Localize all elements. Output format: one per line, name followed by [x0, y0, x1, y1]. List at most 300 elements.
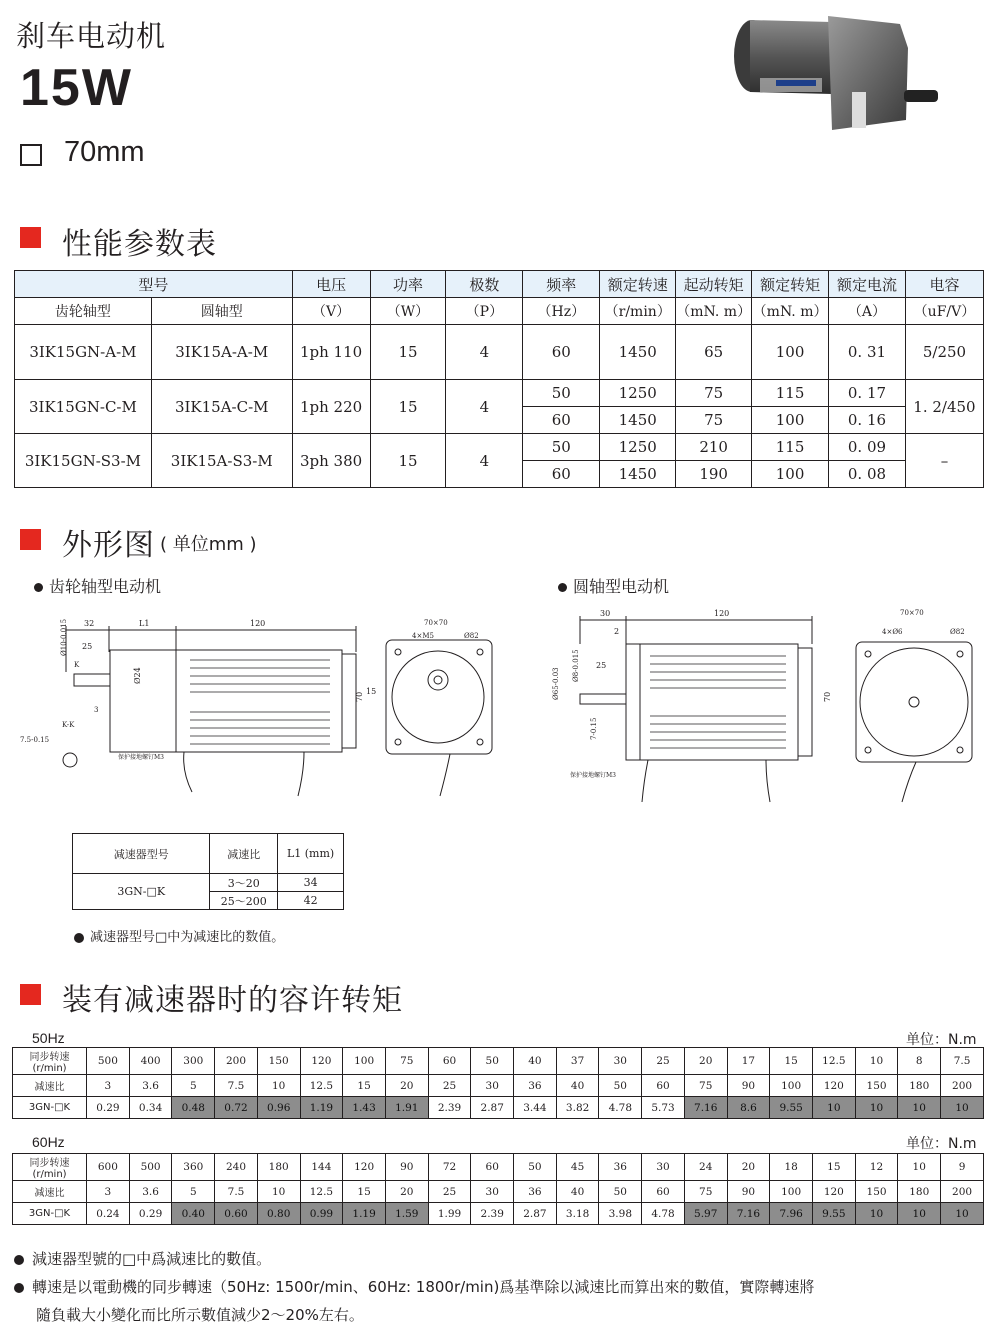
dim-shaft: Ø10-0.015 [60, 618, 68, 656]
spec-unit-cell: （P） [446, 298, 523, 325]
end-view-gear-hub [428, 670, 448, 690]
torque-cell: 7.5 [215, 1075, 258, 1097]
torque-cell: 8 [898, 1048, 941, 1075]
torque-cell: 120 [812, 1181, 855, 1203]
shaft-section [63, 753, 77, 767]
torque-cell: 3.6 [129, 1075, 172, 1097]
spec-cell: 3ph 380 [292, 434, 370, 488]
spec-cell: 1450 [600, 461, 676, 488]
torque-cell: 2.39 [428, 1097, 471, 1119]
spec-cell: 50 [523, 434, 600, 461]
spec-cell: 4 [446, 434, 523, 488]
torque-cell: 90 [385, 1154, 428, 1181]
spec-cell: 1ph 110 [292, 325, 370, 380]
ratio-header-cell: 减速器型号 [73, 834, 210, 874]
torque-cell: 240 [215, 1154, 258, 1181]
end-view-flange [386, 640, 492, 754]
spec-unit-cell: （mN. m） [676, 298, 752, 325]
section-k: K [74, 661, 80, 669]
spec-cell: 4 [446, 325, 523, 380]
torque-cell: 5 [172, 1181, 215, 1203]
ratio-header-row [73, 834, 344, 874]
spec-cell: 115 [752, 434, 829, 461]
motor-endcap-outline [342, 654, 356, 748]
spec-cell: 1450 [600, 325, 676, 380]
spec-header-cell: 额定电流 [829, 271, 906, 298]
torque-cell: 8.6 [727, 1097, 770, 1119]
torque-cell: 3.82 [556, 1097, 599, 1119]
round-motor-drawing [530, 604, 990, 804]
dim-holes: 4×Ø6 [882, 628, 903, 636]
torque-cell: 36 [514, 1075, 557, 1097]
torque-cell: 3.98 [599, 1203, 642, 1225]
end-view-circle [392, 651, 484, 743]
torque-cell: 3.44 [514, 1097, 557, 1119]
footnote [14, 1276, 814, 1297]
torque-cell: 150 [855, 1075, 898, 1097]
torque-row [13, 1154, 984, 1181]
torque-cell: 5.73 [642, 1097, 685, 1119]
dim-holes: 4×M5 [412, 632, 434, 640]
torque-cell: 0.34 [129, 1097, 172, 1119]
bullet-icon [14, 1283, 24, 1293]
spec-header-round: 圆轴型 [151, 298, 292, 325]
torque-cell: 400 [129, 1048, 172, 1075]
torque-cell: 10 [941, 1203, 984, 1225]
torque-row-label: 3GN-□K [13, 1203, 87, 1225]
ratio-cell: 42 [278, 892, 344, 910]
spec-cell: 3IK15GN-A-M [15, 325, 152, 380]
torque-cell: 7.5 [215, 1181, 258, 1203]
spec-header-row [15, 271, 984, 298]
torque-freq-50: 50Hz [32, 1030, 65, 1046]
spec-cell: 0. 31 [829, 325, 906, 380]
torque-cell: 40 [556, 1181, 599, 1203]
spec-cell: 190 [676, 461, 752, 488]
torque-cell: 18 [770, 1154, 813, 1181]
spec-unit-cell: （A） [829, 298, 906, 325]
torque-cell: 0.48 [172, 1097, 215, 1119]
spec-header-cell: 功率 [370, 271, 446, 298]
torque-cell: 50 [514, 1154, 557, 1181]
torque-cell: 4.78 [599, 1097, 642, 1119]
torque-cell: 45 [556, 1154, 599, 1181]
mount-hole [957, 651, 963, 657]
torque-cell: 150 [257, 1048, 300, 1075]
footnote-continued: 隨負載大小變化而比所示數值減少2～20%左右。 [36, 1306, 364, 1324]
spec-cell: 100 [752, 461, 829, 488]
ratio-header-cell: L1 (mm) [278, 834, 344, 874]
torque-cell: 10 [257, 1075, 300, 1097]
section-title-performance: 性能参数表 [62, 227, 217, 262]
dim-32: 32 [84, 619, 95, 628]
torque-cell: 120 [300, 1048, 343, 1075]
torque-cell: 3 [87, 1181, 130, 1203]
dim-3: 3 [94, 706, 99, 714]
motor-photo [720, 8, 950, 138]
spec-cell: 15 [370, 434, 446, 488]
torque-cell: 40 [514, 1048, 557, 1075]
output-shaft [904, 90, 938, 102]
section-title-torque: 装有减速器时的容许转矩 [62, 983, 403, 1018]
ratio-cell: 34 [278, 874, 344, 892]
ratio-note [74, 926, 284, 945]
spec-header-cell: 额定转矩 [752, 271, 829, 298]
spec-row [15, 434, 984, 461]
dim-30: 30 [600, 609, 611, 618]
torque-cell: 0.80 [257, 1203, 300, 1225]
outline-round-title-text: 圆轴型电动机 [573, 577, 670, 596]
spec-header-gear: 齿轮轴型 [15, 298, 152, 325]
mount-hole [865, 651, 871, 657]
torque-cell: 36 [599, 1154, 642, 1181]
torque-cell: 10 [855, 1048, 898, 1075]
section-marker-icon [20, 984, 41, 1005]
ground-screw-label: 保护接地螺钉M3 [118, 754, 164, 761]
torque-cell: 12.5 [300, 1181, 343, 1203]
dim-82: Ø82 [950, 628, 965, 636]
spec-cell: 60 [523, 461, 600, 488]
torque-cell: 10 [257, 1181, 300, 1203]
dim-70: 70 [823, 691, 832, 702]
torque-cell: 60 [642, 1181, 685, 1203]
torque-cell: 180 [898, 1075, 941, 1097]
torque-cell: 75 [684, 1075, 727, 1097]
frame-square-icon [20, 144, 42, 166]
torque-cell: 0.99 [300, 1203, 343, 1225]
torque-cell: 30 [471, 1181, 514, 1203]
torque-cell: 144 [300, 1154, 343, 1181]
torque-cell: 3.18 [556, 1203, 599, 1225]
torque-cell: 9.55 [770, 1097, 813, 1119]
spec-header-cell: 额定转速 [600, 271, 676, 298]
torque-cell: 37 [556, 1048, 599, 1075]
end-view-flange [856, 642, 972, 762]
page-title: 刹车电动机 [16, 19, 167, 53]
spec-unit-cell: （W） [370, 298, 446, 325]
footnote-text: 減速器型號的□中爲減速比的數值。 [32, 1250, 272, 1268]
dim-2: 2 [614, 627, 620, 636]
frame-size: 70mm [64, 136, 145, 168]
outline-gear-title [34, 574, 161, 597]
spec-cell: 1ph 220 [292, 380, 370, 434]
ratio-note-text: 减速器型号□中为减速比的数值。 [90, 930, 285, 945]
motor-label-stripe [776, 80, 816, 86]
torque-cell: 600 [87, 1154, 130, 1181]
gearbox-outline [110, 650, 176, 752]
torque-cell: 25 [428, 1181, 471, 1203]
ratio-cell: 3～20 [210, 874, 278, 892]
end-view-circle [860, 648, 968, 756]
torque-cell: 25 [642, 1048, 685, 1075]
torque-cell: 0.40 [172, 1203, 215, 1225]
power-rating: 15W [20, 59, 133, 117]
spec-table [14, 270, 984, 488]
torque-cell: 5.97 [684, 1203, 727, 1225]
spec-cell: 3IK15A-S3-M [151, 434, 292, 488]
torque-cell: 50 [599, 1075, 642, 1097]
torque-row-label: 同步转速(r/min) [13, 1154, 87, 1181]
outline-gear-title-text: 齿轮轴型电动机 [49, 577, 162, 596]
end-view-shaft [434, 676, 442, 684]
ratio-cell: 25～200 [210, 892, 278, 910]
torque-cell: 30 [642, 1154, 685, 1181]
dim-70x70: 70×70 [424, 619, 448, 627]
spec-unit-row [15, 298, 984, 325]
torque-cell: 1.99 [428, 1203, 471, 1225]
torque-cell: 7.16 [684, 1097, 727, 1119]
torque-cell: 50 [599, 1181, 642, 1203]
spec-cell: 65 [676, 325, 752, 380]
torque-unit-60: 单位：N.m [906, 1136, 977, 1152]
torque-cell: 3 [87, 1075, 130, 1097]
torque-cell: 200 [941, 1075, 984, 1097]
torque-cell: 10 [898, 1154, 941, 1181]
end-view-wire [902, 762, 916, 802]
torque-cell: 60 [428, 1048, 471, 1075]
torque-cell: 15 [812, 1154, 855, 1181]
torque-cell: 360 [172, 1154, 215, 1181]
spec-cell: 15 [370, 325, 446, 380]
torque-cell: 2.87 [471, 1097, 514, 1119]
dim-flange: Ø65-0.03 [552, 667, 560, 700]
section-outline-unit: ( 单位mm ) [160, 534, 257, 555]
dim-15: 15 [366, 687, 377, 696]
spec-cell: 3IK15GN-S3-M [15, 434, 152, 488]
mount-hole [865, 747, 871, 753]
torque-cell: 40 [556, 1075, 599, 1097]
torque-cell: 100 [770, 1075, 813, 1097]
spec-cell: 5/250 [905, 325, 983, 380]
footnote [14, 1248, 271, 1269]
torque-cell: 100 [770, 1181, 813, 1203]
spec-unit-cell: （V） [292, 298, 370, 325]
torque-cell: 0.60 [215, 1203, 258, 1225]
torque-cell: 7.96 [770, 1203, 813, 1225]
torque-cell: 12 [855, 1154, 898, 1181]
spec-cell: 0. 08 [829, 461, 906, 488]
dim-24: Ø24 [133, 667, 142, 684]
spec-cell: – [905, 434, 983, 488]
torque-cell: 1.91 [385, 1097, 428, 1119]
motor-outline [176, 650, 342, 752]
spec-unit-cell: （r/min） [600, 298, 676, 325]
torque-cell: 10 [898, 1203, 941, 1225]
spec-header-model: 型号 [15, 271, 293, 298]
section-kk: K-K [62, 721, 75, 729]
torque-cell: 4.78 [642, 1203, 685, 1225]
spec-header-cell: 电压 [292, 271, 370, 298]
mount-hole [477, 739, 483, 745]
spec-unit-cell: （uF/V） [905, 298, 983, 325]
torque-cell: 36 [514, 1181, 557, 1203]
mount-hole [395, 649, 401, 655]
spec-cell: 1250 [600, 380, 676, 407]
spec-cell: 75 [676, 407, 752, 434]
spec-cell: 3IK15A-C-M [151, 380, 292, 434]
torque-cell: 60 [471, 1154, 514, 1181]
spec-cell: 100 [752, 325, 829, 380]
outline-round-title [558, 574, 669, 597]
torque-cell: 24 [684, 1154, 727, 1181]
torque-cell: 180 [898, 1181, 941, 1203]
torque-row-label: 减速比 [13, 1075, 87, 1097]
ratio-model-cell: 3GN-□K [73, 874, 210, 910]
torque-cell: 5 [172, 1075, 215, 1097]
torque-cell: 90 [727, 1075, 770, 1097]
spec-cell: 60 [523, 325, 600, 380]
torque-cell: 25 [428, 1075, 471, 1097]
ratio-row [73, 874, 344, 892]
torque-cell: 1.19 [300, 1097, 343, 1119]
torque-cell: 500 [87, 1048, 130, 1075]
bullet-icon [74, 933, 84, 943]
torque-unit-50: 单位：N.m [906, 1032, 977, 1048]
dim-key: 7.5-0.15 [20, 736, 50, 744]
torque-cell: 0.72 [215, 1097, 258, 1119]
end-view-wire [440, 754, 450, 796]
torque-cell: 3.6 [129, 1181, 172, 1203]
bullet-icon [558, 583, 567, 592]
torque-table-50hz [12, 1047, 984, 1119]
torque-cell: 30 [599, 1048, 642, 1075]
torque-cell: 2.87 [514, 1203, 557, 1225]
spec-cell: 1450 [600, 407, 676, 434]
torque-cell: 15 [770, 1048, 813, 1075]
dim-70x70: 70×70 [900, 609, 924, 617]
torque-cell: 50 [471, 1048, 514, 1075]
torque-cell: 120 [343, 1154, 386, 1181]
bullet-icon [34, 583, 43, 592]
gearbox-body [828, 16, 908, 130]
spec-cell: 3IK15A-A-M [151, 325, 292, 380]
dim-120: 120 [250, 619, 266, 628]
torque-cell: 200 [215, 1048, 258, 1075]
torque-cell: 0.24 [87, 1203, 130, 1225]
torque-row [13, 1097, 984, 1119]
torque-cell: 500 [129, 1154, 172, 1181]
torque-row [13, 1075, 984, 1097]
torque-row-label: 同步转速(r/min) [13, 1048, 87, 1075]
bullet-icon [14, 1255, 24, 1265]
torque-row-label: 3GN-□K [13, 1097, 87, 1119]
torque-cell: 0.29 [87, 1097, 130, 1119]
gearbox-label [852, 92, 866, 128]
section-marker-icon [20, 227, 41, 248]
dim-shaft: Ø8-0.015 [572, 649, 580, 682]
torque-cell: 15 [343, 1075, 386, 1097]
spec-cell: 15 [370, 380, 446, 434]
torque-cell: 1.19 [343, 1203, 386, 1225]
spec-cell: 50 [523, 380, 600, 407]
mount-hole [957, 747, 963, 753]
torque-cell: 20 [684, 1048, 727, 1075]
dim-l1: L1 [139, 619, 150, 628]
torque-cell: 20 [727, 1154, 770, 1181]
ground-screw-label: 保护接地螺钉M3 [570, 772, 616, 779]
spec-cell: 210 [676, 434, 752, 461]
torque-cell: 12.5 [300, 1075, 343, 1097]
mount-hole [395, 739, 401, 745]
dim-flat: 7-0.15 [590, 717, 598, 740]
spec-cell: 115 [752, 380, 829, 407]
spec-header-cell: 电容 [905, 271, 983, 298]
ratio-header-cell: 减速比 [210, 834, 278, 874]
torque-cell: 72 [428, 1154, 471, 1181]
torque-cell: 0.96 [257, 1097, 300, 1119]
spec-header-cell: 极数 [446, 271, 523, 298]
torque-cell: 90 [727, 1181, 770, 1203]
section-marker-icon [20, 529, 41, 550]
footnote-text: 轉速是以電動機的同步轉速（50Hz: 1500r/min、60Hz: 1800r/min)爲基準除以減速比而算出來的數值，實際轉速將 [32, 1278, 815, 1296]
torque-cell: 20 [385, 1181, 428, 1203]
torque-cell: 30 [471, 1075, 514, 1097]
gear-motor-drawing [14, 612, 504, 802]
torque-cell: 0.29 [129, 1203, 172, 1225]
torque-row [13, 1181, 984, 1203]
spec-cell: 75 [676, 380, 752, 407]
spec-header-cell: 频率 [523, 271, 600, 298]
torque-cell: 1.59 [385, 1203, 428, 1225]
spec-cell: 0. 09 [829, 434, 906, 461]
mount-hole [477, 649, 483, 655]
dim-120: 120 [714, 609, 730, 618]
torque-cell: 100 [343, 1048, 386, 1075]
spec-cell: 3IK15GN-C-M [15, 380, 152, 434]
torque-cell: 180 [257, 1154, 300, 1181]
dim-82: Ø82 [464, 632, 479, 640]
torque-cell: 9.55 [812, 1203, 855, 1225]
spec-cell: 1. 2/450 [905, 380, 983, 434]
torque-cell: 10 [898, 1097, 941, 1119]
torque-cell: 300 [172, 1048, 215, 1075]
gear-shaft [74, 674, 110, 686]
dim-25: 25 [82, 642, 93, 651]
torque-cell: 9 [941, 1154, 984, 1181]
torque-cell: 75 [684, 1181, 727, 1203]
motor-outline [640, 644, 798, 760]
spec-unit-cell: （Hz） [523, 298, 600, 325]
torque-cell: 10 [855, 1203, 898, 1225]
torque-cell: 7.5 [941, 1048, 984, 1075]
spec-unit-cell: （mN. m） [752, 298, 829, 325]
spec-row [15, 380, 984, 407]
motor-endcap-outline [798, 648, 812, 756]
torque-cell: 120 [812, 1075, 855, 1097]
torque-freq-60: 60Hz [32, 1134, 65, 1150]
torque-cell: 10 [812, 1097, 855, 1119]
torque-table-60hz [12, 1153, 984, 1225]
torque-cell: 20 [385, 1075, 428, 1097]
lead-wires [642, 760, 770, 802]
dim-70: 70 [355, 691, 364, 702]
end-view-shaft [909, 697, 919, 707]
spec-header-cell: 起动转矩 [676, 271, 752, 298]
gearhead-ratio-table [72, 833, 344, 910]
torque-cell: 2.39 [471, 1203, 514, 1225]
spec-cell: 100 [752, 407, 829, 434]
torque-cell: 17 [727, 1048, 770, 1075]
spec-cell: 60 [523, 407, 600, 434]
round-shaft [580, 694, 626, 704]
torque-cell: 15 [343, 1181, 386, 1203]
torque-row-label: 减速比 [13, 1181, 87, 1203]
flange-outline [626, 644, 640, 760]
lead-wires [184, 752, 304, 796]
torque-row [13, 1203, 984, 1225]
torque-cell: 12.5 [812, 1048, 855, 1075]
spec-row [15, 325, 984, 380]
